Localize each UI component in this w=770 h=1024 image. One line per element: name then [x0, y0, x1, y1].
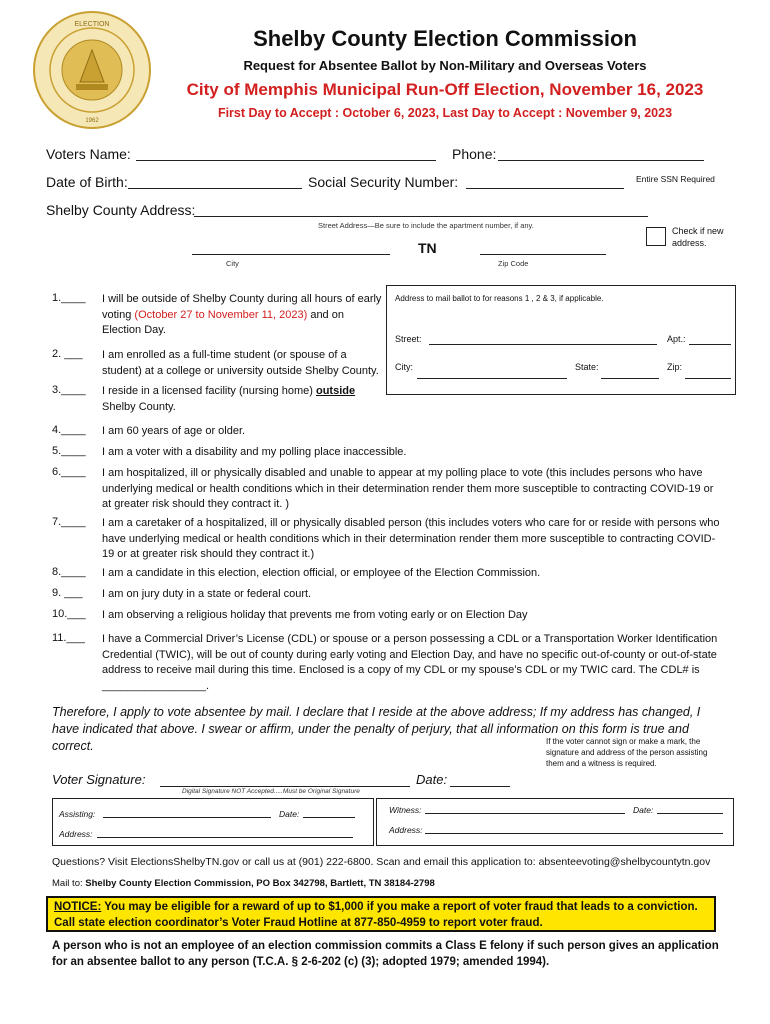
- voter-name-label: Voters Name:: [46, 146, 131, 162]
- zip-caption: Zip Code: [498, 259, 529, 268]
- reason-3-blank[interactable]: 3.____: [52, 384, 86, 396]
- fraud-notice: NOTICE: You may be eligible for a reward of up to $1,000 if you make a report of voter fraud that leads to a conviction. Call state election coordinator’s Voter Fraud Hotline at 877-850-4959 to report voter fraud.: [46, 896, 716, 932]
- acceptance-dates: First Day to Accept : October 6, 2023, Last Day to Accept : November 9, 2023: [217, 106, 673, 120]
- mail-state-label: State:: [575, 362, 599, 372]
- zip-field[interactable]: [480, 240, 606, 255]
- page-title: Shelby County Election Commission: [253, 26, 637, 51]
- reason-1-blank[interactable]: 1.____: [52, 292, 86, 304]
- signature-label: Voter Signature:: [52, 772, 146, 787]
- witness-address-label: Address:: [389, 825, 423, 835]
- phone-field[interactable]: [498, 146, 704, 161]
- ssn-field[interactable]: [466, 174, 624, 189]
- reason-8-blank[interactable]: 8.____: [52, 566, 86, 578]
- reason-3-text: I reside in a licensed facility (nursing home) outside Shelby County.: [102, 385, 356, 413]
- mail-street-label: Street:: [395, 334, 422, 344]
- form-subtitle: Request for Absentee Ballot by Non-Military and Overseas Voters: [243, 58, 647, 73]
- assisting-box: [52, 798, 374, 846]
- mail-address-box: [386, 285, 736, 395]
- mail-street-field[interactable]: [429, 332, 657, 345]
- reason-7-text: I am a caretaker of a hospitalized, ill or physically disabled person (this includes voters who care for or reside with persons who have underlying medical or health conditions which in their determination render them more susceptible to contracting COVID-19 or at greater risk should they contract it.): [102, 517, 720, 560]
- assisting-address-label: Address:: [59, 829, 93, 839]
- ssn-label: Social Security Number:: [308, 174, 459, 190]
- phone-label: Phone:: [452, 146, 497, 162]
- witness-field[interactable]: [425, 803, 625, 814]
- reason-6-blank[interactable]: 6.____: [52, 466, 86, 478]
- mail-zip-label: Zip:: [667, 362, 683, 372]
- declaration-text: Therefore, I apply to vote absentee by mail. I declare that I reside at the above address; If my address has changed, I have indicated that above. I swear or affirm, under the penalty of perjury, that all information on this form is true and correct.: [52, 705, 701, 753]
- witness-address-field[interactable]: [425, 823, 723, 834]
- assisting-field[interactable]: [103, 807, 271, 818]
- state-value: TN: [418, 240, 437, 256]
- witness-box: [376, 798, 734, 846]
- felony-warning: A person who is not an employee of an election commission commits a Class E felony if such person gives an application for an absentee ballot to any person (T.C.A. § 2-6-202 (c) (3); adopted 1979; amended 1994).: [52, 940, 719, 968]
- reason-9-blank[interactable]: 9. ___: [52, 587, 83, 599]
- signature-date-field[interactable]: [450, 772, 510, 787]
- svg-text:1962: 1962: [85, 118, 99, 124]
- assist-note: If the voter cannot sign or make a mark, the signature and address of the person assisting them and a witness is required.: [544, 736, 726, 769]
- mail-state-field[interactable]: [601, 366, 659, 379]
- reason-10-blank[interactable]: 10.___: [52, 608, 86, 620]
- witness-label: Witness:: [389, 805, 422, 815]
- mail-apt-field[interactable]: [689, 332, 731, 345]
- mail-to: Mail to: Shelby County Election Commission, PO Box 342798, Bartlett, TN 38184-2798: [52, 878, 435, 889]
- street-address-field[interactable]: [194, 202, 648, 217]
- reason-2-blank[interactable]: 2. ___: [52, 348, 83, 360]
- new-address-label: Check if new address.: [672, 226, 724, 248]
- assisting-label: Assisting:: [59, 809, 96, 819]
- reason-4-text: I am 60 years of age or older.: [102, 425, 246, 437]
- assisting-address-field[interactable]: [97, 827, 353, 838]
- dob-field[interactable]: [128, 174, 302, 189]
- reason-1-text: I will be outside of Shelby County during all hours of early voting (October 27 to November 11, 2023) and on Election Day.: [102, 293, 382, 336]
- mail-box-title: Address to mail ballot to for reasons 1 , 2 & 3, if applicable.: [395, 294, 604, 303]
- ssn-note: Entire SSN Required: [636, 174, 715, 184]
- reason-11-blank[interactable]: 11.___: [52, 632, 85, 644]
- reason-4-blank[interactable]: 4.____: [52, 424, 86, 436]
- county-seal-logo: [32, 10, 152, 130]
- mail-city-label: City:: [395, 362, 413, 372]
- reason-6-text: I am hospitalized, ill or physically disabled and unable to appear at my polling place to vote (this includes persons who have underlying medical or health conditions which in their determination render them more susceptible to contracting COVID-19 or at greater risk should they contract it. ): [102, 467, 714, 510]
- new-address-checkbox[interactable]: [646, 227, 666, 246]
- city-field[interactable]: [192, 240, 390, 255]
- city-caption: City: [226, 259, 239, 268]
- questions-text: Questions? Visit ElectionsShelbyTN.gov or call us at (901) 222-6800. Scan and email this application to: absenteevoting@shelbycountytn.gov: [52, 856, 711, 868]
- signature-date-label: Date:: [416, 772, 448, 787]
- reason-2-text: I am enrolled as a full-time student (or spouse of a student) at a college or university outside Shelby County.: [102, 349, 379, 377]
- address-label: Shelby County Address:: [46, 202, 196, 218]
- reason-5-blank[interactable]: 5.____: [52, 445, 86, 457]
- election-title: City of Memphis Municipal Run-Off Election, November 16, 2023: [186, 80, 704, 99]
- reason-7-blank[interactable]: 7.____: [52, 516, 86, 528]
- reason-11-text: I have a Commercial Driver’s License (CDL) or spouse or a person possessing a CDL or a Transportation Worker Identification Credential (TWIC), will be out of county during early voting and Election Day, and have no specific out-of-county or out-of-state address to receive mail during this time. Enclosed is a copy of my CDL or my spouse’s CDL or my TWIC card. The CDL# is _________________.: [102, 633, 718, 692]
- signature-note: Digital Signature NOT Accepted.....Must be Original Signature: [182, 788, 360, 795]
- witness-date-field[interactable]: [657, 803, 723, 814]
- mail-apt-label: Apt.:: [667, 334, 686, 344]
- reason-10-text: I am observing a religious holiday that prevents me from voting early or on Election Day: [102, 609, 528, 621]
- signature-field[interactable]: [160, 772, 410, 787]
- mail-zip-field[interactable]: [685, 366, 731, 379]
- street-address-note: Street Address—Be sure to include the apartment number, if any.: [318, 221, 534, 230]
- dob-label: Date of Birth:: [46, 174, 128, 190]
- witness-date-label: Date:: [633, 805, 654, 815]
- reason-9-text: I am on jury duty in a state or federal court.: [102, 588, 312, 600]
- reason-5-text: I am a voter with a disability and my polling place inaccessible.: [102, 446, 407, 458]
- reason-8-text: I am a candidate in this election, election official, or employee of the Election Commission.: [102, 567, 541, 579]
- assisting-date-label: Date:: [279, 809, 300, 819]
- assisting-date-field[interactable]: [303, 807, 355, 818]
- svg-text:ELECTION: ELECTION: [74, 21, 110, 28]
- voter-name-field[interactable]: [136, 146, 436, 161]
- mail-city-field[interactable]: [417, 366, 567, 379]
